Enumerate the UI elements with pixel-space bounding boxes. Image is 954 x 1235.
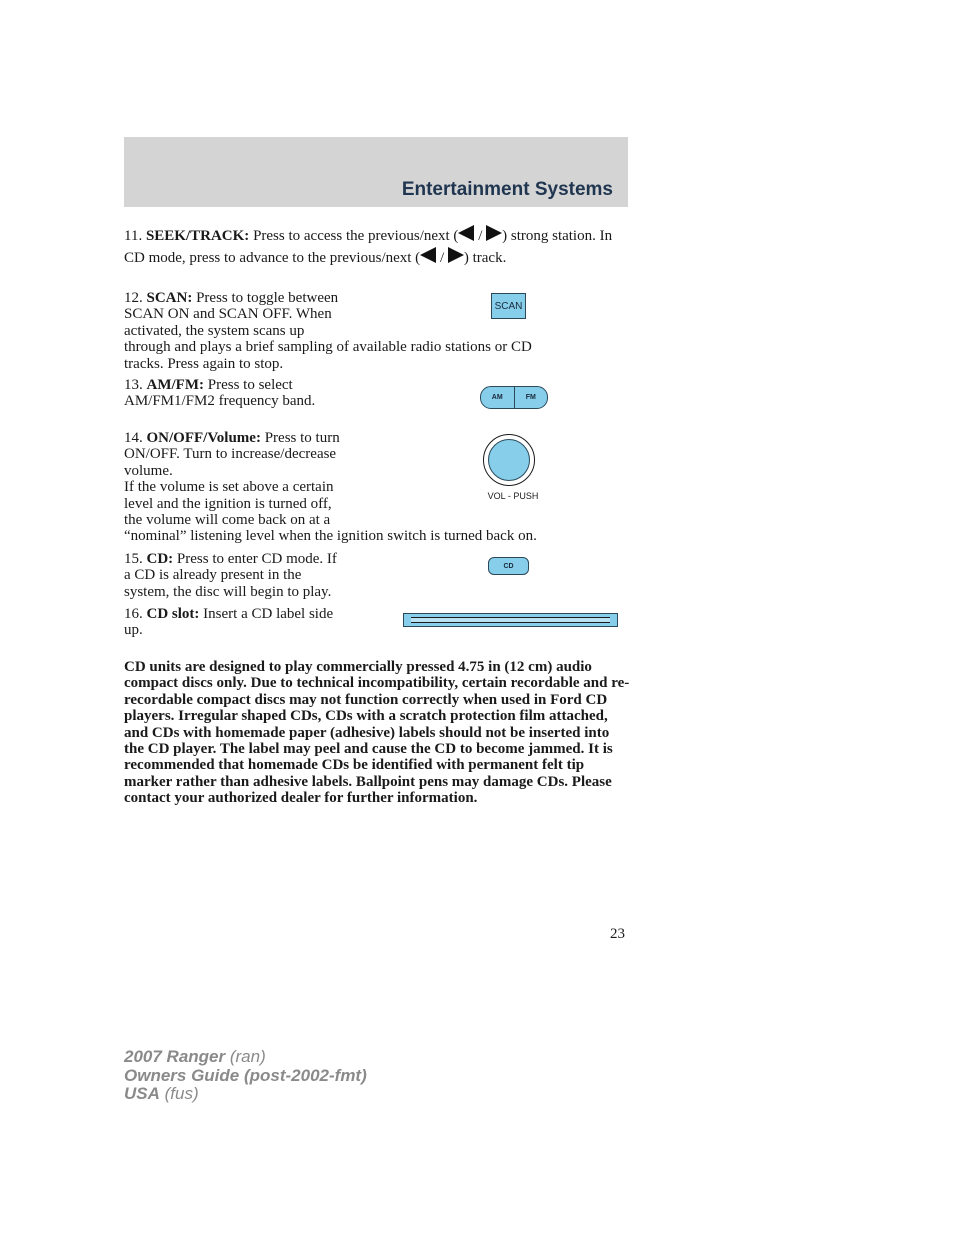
item-scan: 12. SCAN: Press to toggle between SCAN ON and SCAN OFF. When activated, the system scans up through and plays a brief sampling of available radio stations or CD tracks. Press again to stop. — [124, 290, 532, 372]
fm-button[interactable]: FM — [525, 394, 536, 401]
cd-slot[interactable] — [403, 613, 618, 627]
cd-warning-paragraph: CD units are designed to play commercially pressed 4.75 in (12 cm) audio compact discs only. Due to technical incompatibility, certain recordable and re-recordable compact discs may not function correctly when used in Ford CD players. Irregular shaped CDs, CDs with a scratch protection film attached, and CDs with homemade paper (adhesive) labels should not be inserted into the CD player. The label may peel and cause the CD to become jammed. It is recommended that homemade CDs be identified with permanent felt tip marker rather than adhesive labels. Ballpoint pens may damage CDs. Please contact your authorized dealer for further information. — [124, 659, 630, 807]
track-left-icon — [420, 247, 436, 263]
item-seek-track: 11. SEEK/TRACK: Press to access the previous/next ( / ) strong station. In CD mode, press to advance to the previous/next ( / ) track. — [124, 225, 624, 269]
item-cd-slot: 16. CD slot: Insert a CD label side up. — [124, 606, 334, 639]
track-right-icon — [448, 247, 464, 263]
page-number: 23 — [610, 926, 625, 942]
document-footer: 2007 Ranger (ran) Owners Guide (post-2002-fmt) USA (fus) — [124, 1047, 367, 1103]
item-on-off-volume: 14. ON/OFF/Volume: Press to turn ON/OFF. Turn to increase/decrease volume. If the volume is set above a certain level and the ignition is turned off, the volume will come back on at a “nominal” listening level when the ignition switch is turned back on. — [124, 430, 537, 545]
item-label: CD: — [146, 551, 174, 567]
item-label: ON/OFF/Volume: — [146, 430, 261, 446]
item-label: AM/FM: — [146, 377, 204, 393]
item-am-fm: 13. AM/FM: Press to select AM/FM1/FM2 frequency band. — [124, 377, 316, 410]
seek-right-icon — [486, 225, 502, 241]
volume-knob[interactable] — [483, 434, 535, 486]
cd-slot-opening — [411, 617, 610, 623]
section-title: Entertainment Systems — [401, 179, 613, 200]
item-label: SEEK/TRACK: — [145, 228, 250, 244]
section-header-band — [124, 137, 628, 207]
volume-caption: VOL - PUSH — [487, 491, 539, 501]
seek-left-icon — [458, 225, 474, 241]
am-button[interactable]: AM — [481, 387, 515, 408]
volume-knob-face — [488, 439, 530, 481]
scan-button[interactable]: SCAN — [491, 293, 526, 319]
am-fm-button-group — [480, 386, 548, 409]
cd-button[interactable]: CD — [488, 557, 529, 575]
item-cd: 15. CD: Press to enter CD mode. If a CD is already present in the system, the disc will begin to play. — [124, 551, 337, 600]
item-label: CD slot: — [146, 606, 200, 622]
item-label: SCAN: — [146, 290, 193, 306]
